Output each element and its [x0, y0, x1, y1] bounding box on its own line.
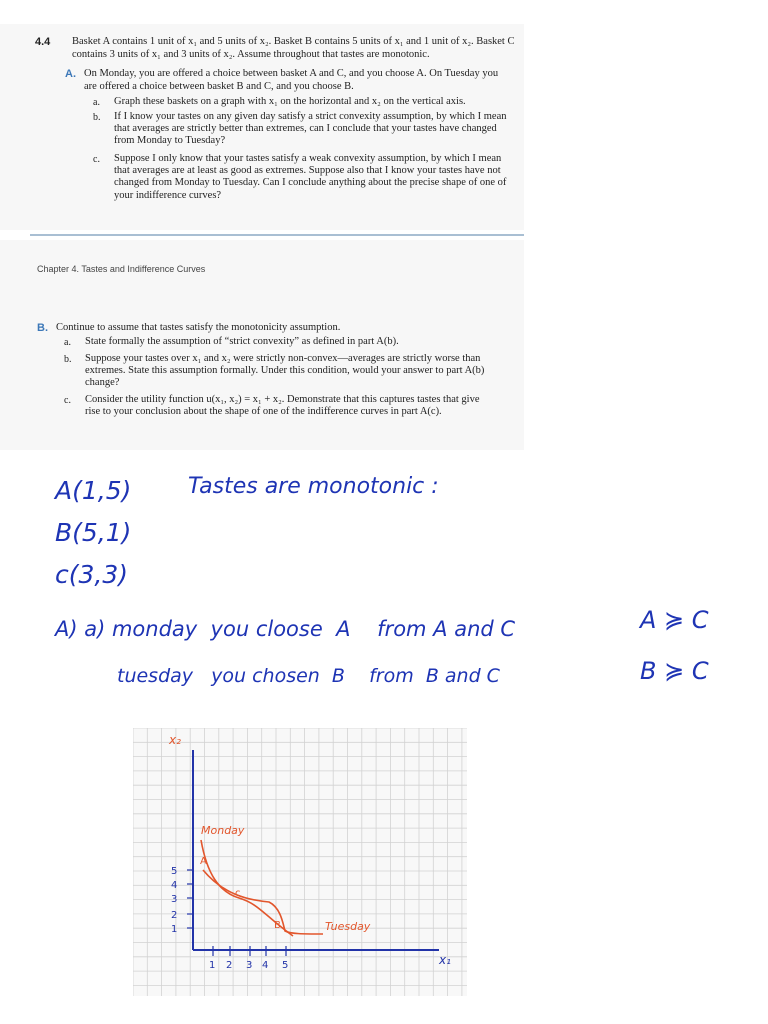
- indifference-curve-sketch: [133, 728, 467, 996]
- part-b-item-a-text: State formally the assumption of “strict convexity” as defined in part A(b).: [85, 336, 399, 347]
- point-c-label: c: [235, 888, 241, 899]
- handwritten-monday-line: A) a) monday you cloose A from A and C: [55, 617, 516, 641]
- part-b-item-a-label: a.: [64, 337, 71, 348]
- x-tick-label-4: 4: [262, 960, 269, 971]
- handwritten-preference-b-over-c: B ≽ C: [640, 657, 709, 685]
- part-b-letter: B.: [37, 322, 48, 334]
- y-axis-label: x₂: [169, 733, 181, 747]
- part-a-item-c-label: c.: [93, 154, 100, 165]
- part-a-item-c-text: Suppose I only know that your tastes satisfy a weak convexity assumption, by which I mean that averages are at least as good as extremes. Suppose also that I know your tastes have not changed from Monday to Tuesday. Can I conclude anything about the precise shape of one of your indifference curves?: [114, 153, 507, 201]
- y-tick-label-2: 2: [171, 910, 178, 921]
- grid-paper: [133, 728, 467, 996]
- part-b-item-c-text: Consider the utility function u(x₁, x₂) = x₁ + x₂. Demonstrate that this captures tastes that give rise to your conclusion about the shape of one of the indifference curves in part A(c).: [85, 394, 480, 418]
- part-b-item-b-text: Suppose your tastes over x₁ and x₂ were strictly non-convex—averages are strictly worse than extremes. State this assumption formally. Under this condition, would your answer to part A(b) change?: [85, 353, 485, 389]
- problem-intro: Basket A contains 1 unit of x₁ and 5 units of x₂. Basket B contains 5 units of x₁ and 1 unit of x₂. Basket C contains 3 units of x₁ and 3 units of x₂. Assume throughout that tastes are monotonic.: [72, 36, 515, 60]
- x-axis-label: x₁: [439, 953, 451, 967]
- part-a-item-b-label: b.: [93, 112, 101, 123]
- point-b-label: B: [274, 920, 281, 931]
- y-tick-label-3: 3: [171, 894, 178, 905]
- part-a-text: On Monday, you are offered a choice between basket A and C, and you choose A. On Tuesday you are offered a choice between basket B and C, and you choose B.: [84, 68, 499, 92]
- x-tick-label-1: 1: [209, 960, 216, 971]
- tuesday-curve-label: Tuesday: [325, 920, 371, 933]
- part-b-item-c-label: c.: [64, 395, 71, 406]
- y-tick-label-1: 1: [171, 924, 178, 935]
- handwritten-basket-a: A(1,5): [55, 476, 132, 505]
- part-a-item-a-text: Graph these baskets on a graph with x₁ on the horizontal and x₂ on the vertical axis.: [114, 96, 466, 107]
- y-tick-label-4: 4: [171, 880, 178, 891]
- point-a-label: A: [200, 856, 207, 867]
- handwritten-monotonic-note: Tastes are monotonic :: [188, 474, 439, 499]
- part-a-item-a-label: a.: [93, 97, 100, 108]
- handwritten-basket-b: B(5,1): [55, 518, 132, 547]
- handwritten-basket-c: c(3,3): [55, 560, 129, 589]
- y-tick-label-5: 5: [171, 866, 178, 877]
- page-divider: [30, 234, 524, 236]
- handwritten-preference-a-over-c: A ≽ C: [640, 606, 709, 634]
- part-b-item-b-label: b.: [64, 354, 72, 365]
- x-tick-label-3: 3: [246, 960, 253, 971]
- problem-number: 4.4: [35, 36, 51, 48]
- part-a-item-b-text: If I know your tastes on any given day satisfy a strict convexity assumption, by which I mean that averages are strictly better than extremes, can I conclude that your tastes have changed from Monday to Tuesday?: [114, 111, 507, 147]
- chapter-header: Chapter 4. Tastes and Indifference Curves: [37, 264, 206, 274]
- part-a-letter: A.: [65, 68, 76, 80]
- part-b-text: Continue to assume that tastes satisfy the monotonicity assumption.: [56, 322, 341, 333]
- x-tick-label-5: 5: [282, 960, 289, 971]
- x-tick-label-2: 2: [226, 960, 233, 971]
- handwritten-tuesday-line: tuesday you chosen B from B and C: [117, 665, 500, 687]
- monday-curve-label: Monday: [201, 824, 245, 837]
